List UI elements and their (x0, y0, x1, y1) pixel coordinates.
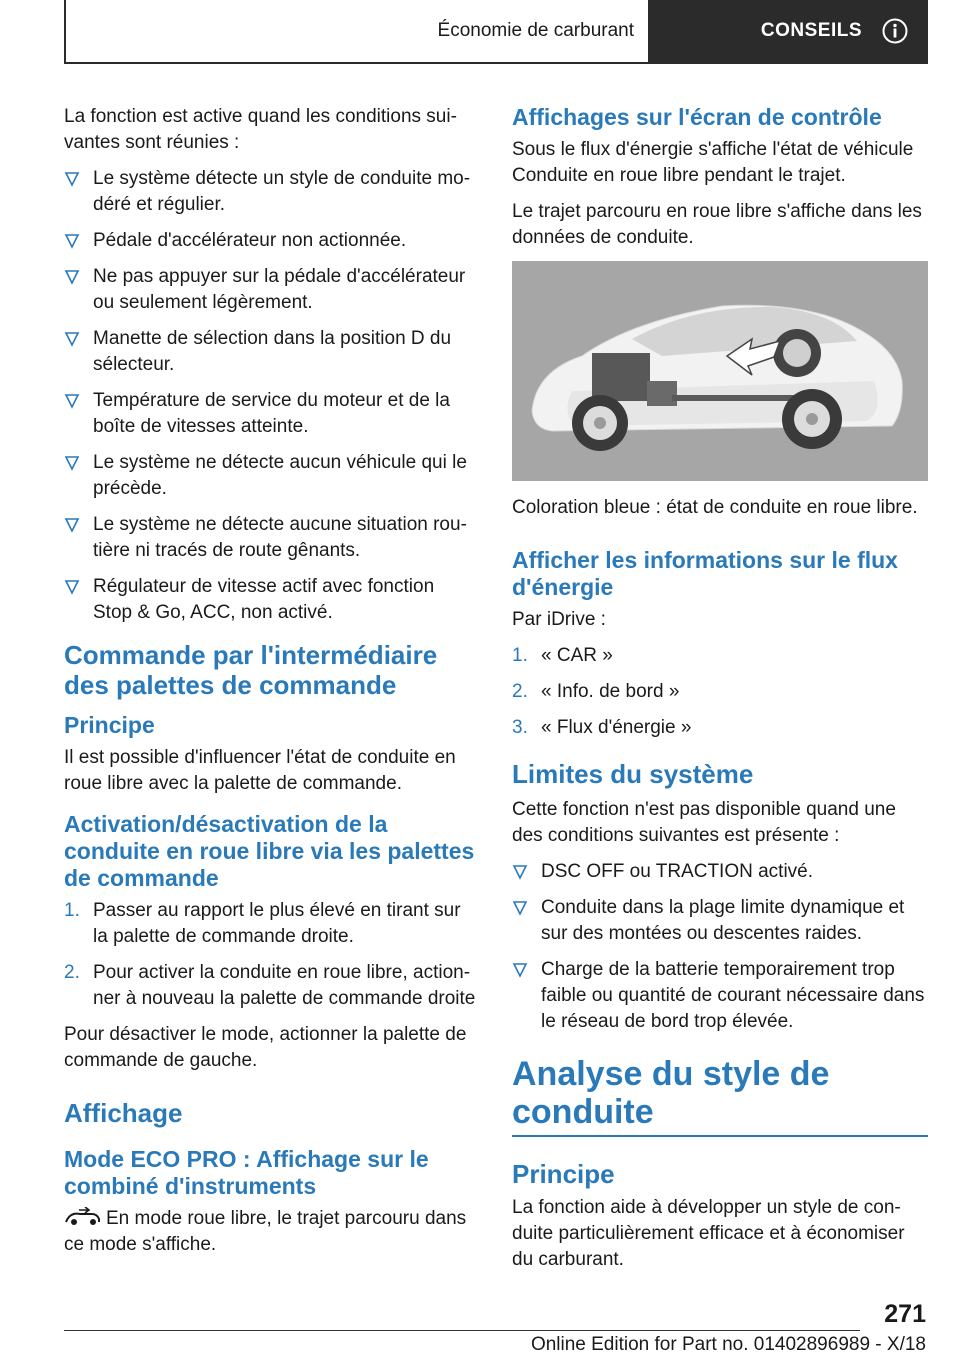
list-item: DSC OFF ou TRACTION activé. (512, 859, 928, 885)
heading-commande: Commande par l'intermédiaire des palettes de commande (64, 640, 438, 700)
triangle-bullet-icon (64, 268, 80, 286)
eco-coasting-icon (64, 1207, 102, 1227)
intro-text: La fonction est active quand les conditions sui-vantes sont réunies : (64, 106, 457, 153)
heading-analyse: Analyse du style de conduite (512, 1055, 928, 1137)
figure-caption: Coloration bleue : état de conduite en roue libre. (512, 497, 918, 518)
principe2-text: La fonction aide à développer un style de con-duite particulièrement efficace et à économiser du carburant. (512, 1197, 905, 1270)
par-idrive: Par iDrive : (512, 609, 606, 630)
heading-affichage: Affichage (64, 1098, 183, 1128)
eco-text-paragraph: En mode roue libre, le trajet parcouru dans ce mode s'affiche. (64, 1208, 467, 1255)
car-energy-flow-illustration (512, 261, 928, 481)
activation-steps (64, 898, 478, 1012)
idrive-steps (512, 643, 928, 741)
list-item: Pédale d'accélérateur non actionnée. (64, 228, 478, 254)
triangle-bullet-icon (64, 392, 80, 410)
page-number: 271 (884, 1300, 926, 1328)
category-label: CONSEILS (760, 20, 862, 41)
conditions-list (64, 166, 478, 626)
triangle-bullet-icon (64, 454, 80, 472)
list-item: 2. « Info. de bord » (512, 681, 680, 702)
page-header (64, 0, 928, 64)
limites-list (512, 859, 928, 1035)
affichages-p1: Sous le flux d'énergie s'affiche l'état de véhicule Conduite en roue libre pendant le trajet. (512, 139, 914, 186)
heading-affichages-ecran: Affichages sur l'écran de contrôle (512, 104, 882, 130)
list-item: 3. « Flux d'énergie » (512, 717, 692, 738)
section-title: Économie de carburant (437, 20, 634, 41)
right-column (512, 104, 928, 1283)
triangle-bullet-icon (64, 170, 80, 188)
affichages-p2: Le trajet parcouru en roue libre s'affiche dans les données de conduite. (512, 201, 922, 248)
heading-limites: Limites du système (512, 759, 754, 789)
deactivate-text: Pour désactiver le mode, actionner la palette de commande de gauche. (64, 1024, 467, 1071)
list-item: Le système ne détecte aucun véhicule qui le précède. (64, 450, 478, 502)
footer-divider (64, 1330, 860, 1331)
principe-text: Il est possible d'influencer l'état de conduite en roue libre avec la palette de commande. (64, 747, 456, 794)
heading-mode-eco: Mode ECO PRO : Affichage sur le combiné d'instruments (64, 1146, 429, 1199)
heading-principe-2: Principe (512, 1159, 615, 1189)
triangle-bullet-icon (64, 330, 80, 348)
list-item: 1. Passer au rapport le plus élevé en tirant sur la palette de commande droite. (64, 900, 461, 947)
list-item: Régulateur de vitesse actif avec fonction Stop & Go, ACC, non activé. (64, 574, 478, 626)
heading-afficher-flux: Afficher les informations sur le flux d'énergie (512, 547, 898, 600)
list-item: Le système détecte un style de conduite mo-déré et régulier. (64, 166, 478, 218)
triangle-bullet-icon (512, 961, 528, 979)
limites-intro: Cette fonction n'est pas disponible quand une des conditions suivantes est présente : (512, 799, 896, 846)
info-icon (882, 18, 908, 44)
list-item: Manette de sélection dans la position D du sélecteur. (64, 326, 478, 378)
left-column (64, 104, 478, 1268)
list-item: Ne pas appuyer sur la pédale d'accélérateur ou seulement légèrement. (64, 264, 478, 316)
heading-activation: Activation/désactivation de la conduite en roue libre via les palettes de commande (64, 811, 475, 891)
triangle-bullet-icon (512, 863, 528, 881)
list-item: Le système ne détecte aucune situation rou-tière ni tracés de route gênants. (64, 512, 478, 564)
list-item: Charge de la batterie temporairement trop faible ou quantité de courant nécessaire dans le réseau de bord trop élevée. (512, 957, 928, 1035)
triangle-bullet-icon (64, 516, 80, 534)
triangle-bullet-icon (64, 232, 80, 250)
list-item: 1. « CAR » (512, 645, 613, 666)
triangle-bullet-icon (64, 578, 80, 596)
triangle-bullet-icon (512, 899, 528, 917)
list-item: Conduite dans la plage limite dynamique et sur des montées ou descentes raides. (512, 895, 928, 947)
heading-principe: Principe (64, 712, 155, 738)
list-item: 2. Pour activer la conduite en roue libre, action-ner à nouveau la palette de commande droite (64, 962, 476, 1009)
footer-edition: Online Edition for Part no. 01402896989 - X/18 (530, 1334, 926, 1355)
category-tab[interactable] (648, 0, 926, 62)
list-item: Température de service du moteur et de la boîte de vitesses atteinte. (64, 388, 478, 440)
